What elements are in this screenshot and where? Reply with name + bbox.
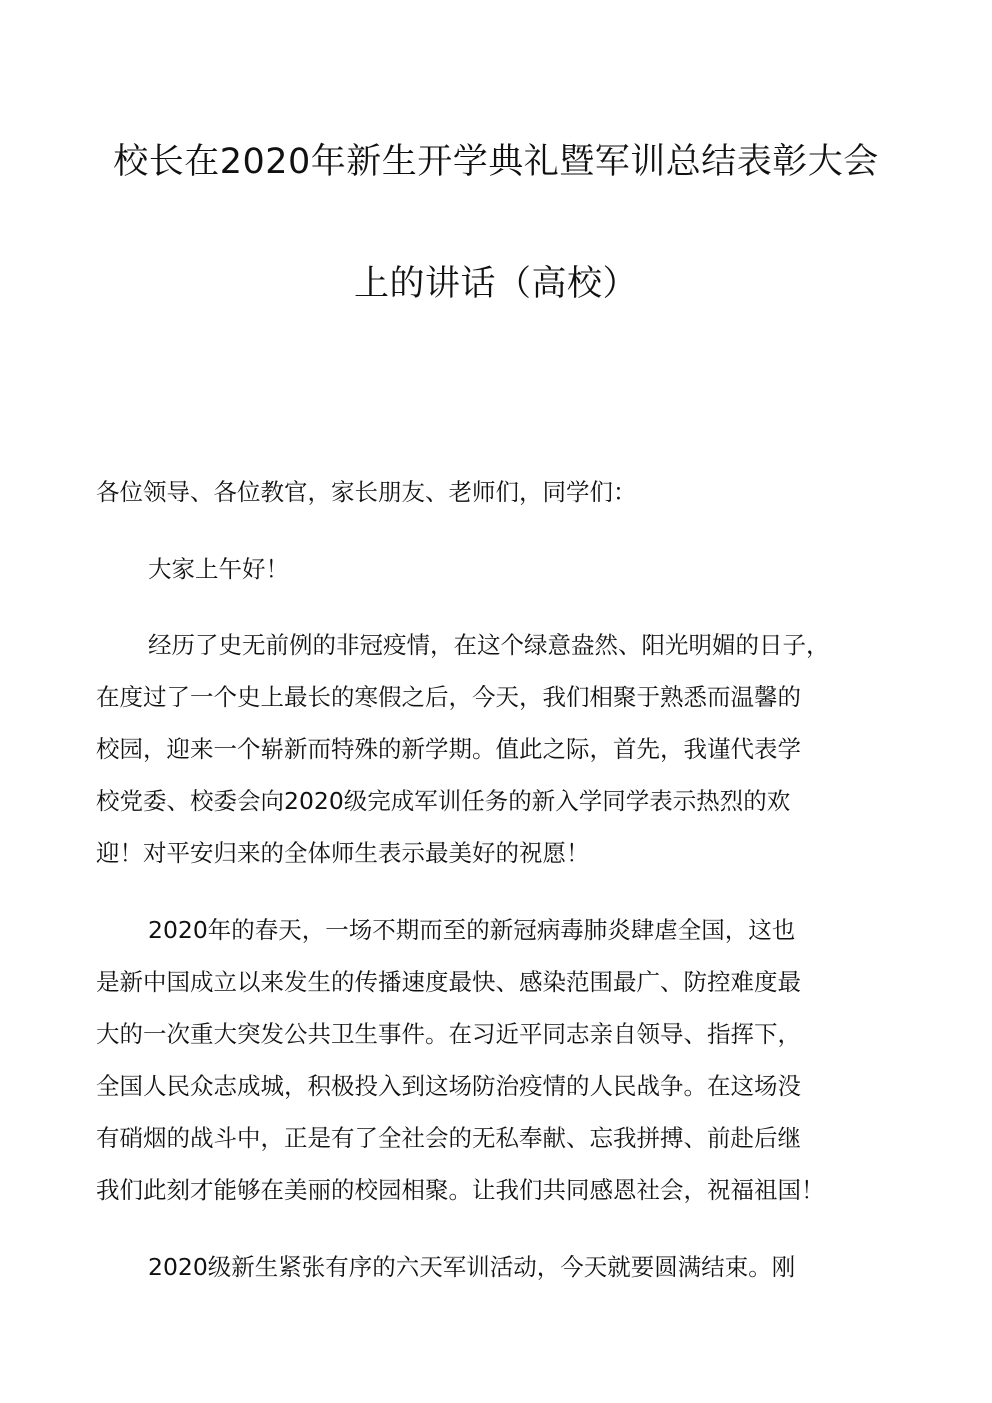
paragraph-2-line-2: 是新中国成立以来发生的传播速度最快、感染范围最广、防控难度最 xyxy=(96,968,801,996)
paragraph-3-line-1: 2020级新生紧张有序的六天军训活动，今天就要圆满结束。刚 xyxy=(148,1253,796,1281)
paragraph-1-line-5: 迎！对平安归来的全体师生表示最美好的祝愿！ xyxy=(96,839,590,867)
paragraph-2-line-4: 全国人民众志成城，积极投入到这场防治疫情的人民战争。在这场没 xyxy=(96,1072,801,1100)
document-title-line-2: 上的讲话（高校） xyxy=(353,264,638,304)
paragraph-1-line-2: 在度过了一个史上最长的寒假之后，今天，我们相聚于熟悉而温馨的 xyxy=(96,683,801,711)
salutation-line: 各位领导、各位教官，家长朋友、老师们，同学们： xyxy=(96,478,637,506)
document-title-line-1: 校长在2020年新生开学典礼暨军训总结表彰大会 xyxy=(113,142,879,182)
paragraph-1-line-1: 经历了史无前例的非冠疫情，在这个绿意盎然、阳光明媚的日子， xyxy=(148,631,830,659)
greeting-line: 大家上午好！ xyxy=(148,555,289,583)
paragraph-1-line-4: 校党委、校委会向2020级完成军训任务的新入学同学表示热烈的欢 xyxy=(96,787,791,815)
paragraph-2-line-5: 有硝烟的战斗中，正是有了全社会的无私奉献、忘我拼搏、前赴后继 xyxy=(96,1124,801,1152)
paragraph-2-line-6: 我们此刻才能够在美丽的校园相聚。让我们共同感恩社会，祝福祖国！ xyxy=(96,1176,825,1204)
paragraph-1-line-3: 校园，迎来一个崭新而特殊的新学期。值此之际，首先，我谨代表学 xyxy=(96,735,801,763)
paragraph-2-line-1: 2020年的春天，一场不期而至的新冠病毒肺炎肆虐全国，这也 xyxy=(148,916,796,944)
paragraph-2-line-3: 大的一次重大突发公共卫生事件。在习近平同志亲自领导、指挥下， xyxy=(96,1020,801,1048)
